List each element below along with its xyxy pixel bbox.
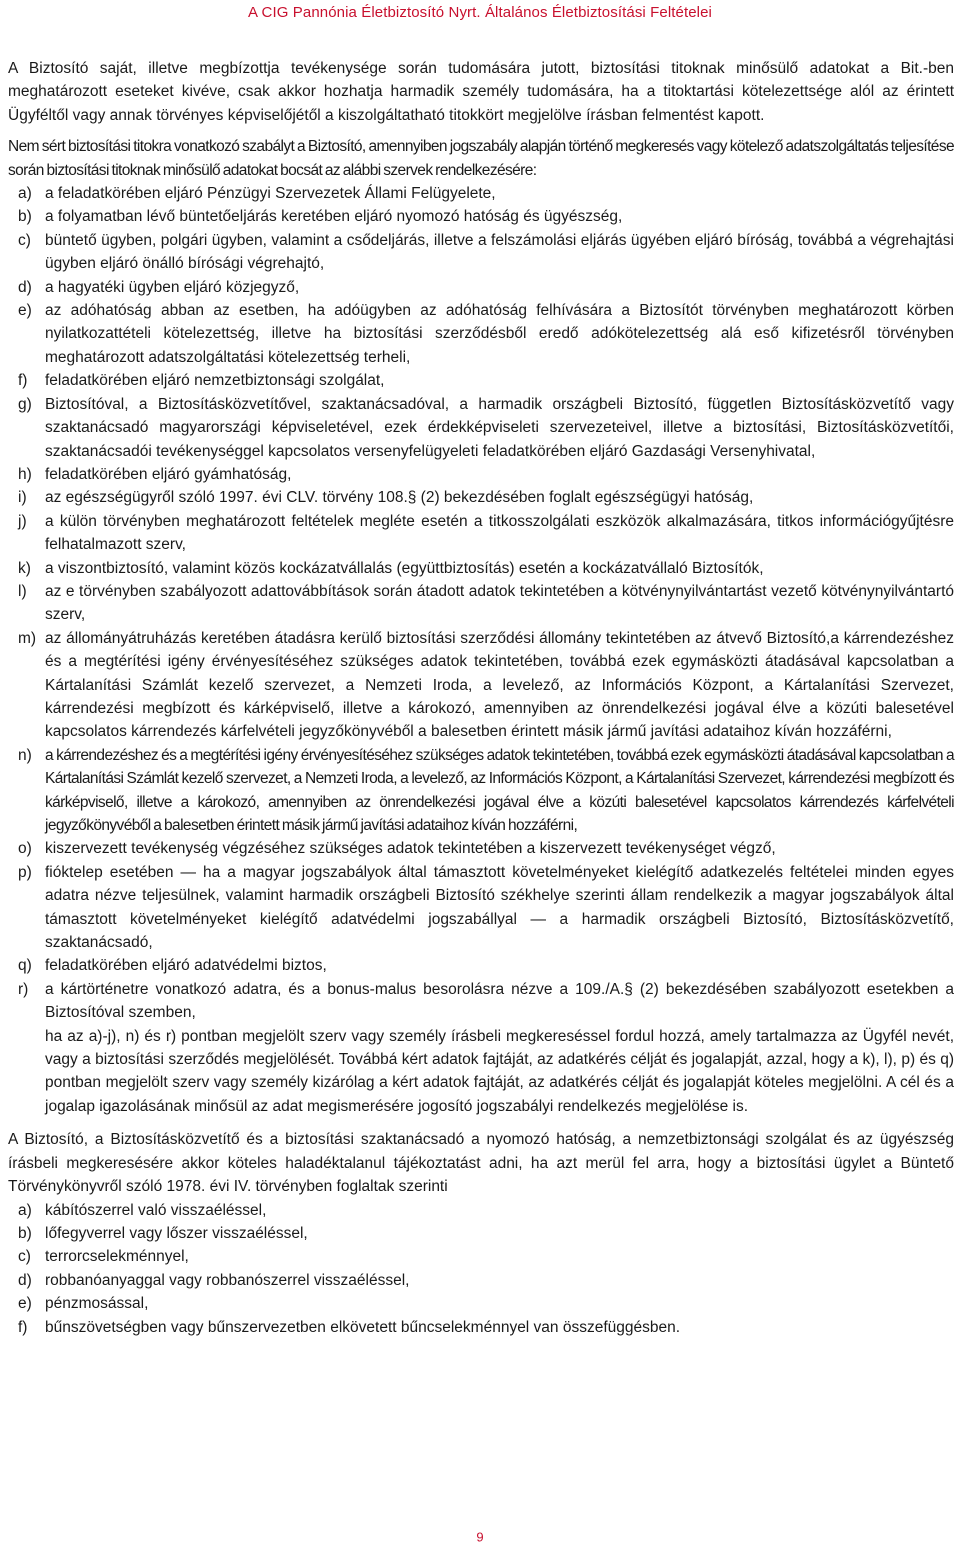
document-body bbox=[8, 57, 954, 1339]
list-item-label: e) bbox=[18, 302, 32, 320]
list-item-label: c) bbox=[18, 1248, 31, 1266]
list-item-text: kiszervezett tevékenység végzéséhez szükséges adatok tekintetében a kiszervezett tevékenységet végző, bbox=[45, 840, 776, 858]
list-item bbox=[8, 1199, 954, 1222]
list-item-text: terrorcselekménnyel, bbox=[45, 1248, 189, 1266]
list-item-label: f) bbox=[18, 1318, 28, 1336]
list-item bbox=[8, 486, 954, 509]
list-item-label: a) bbox=[18, 185, 32, 203]
list-item bbox=[8, 1316, 954, 1339]
list-item-label: e) bbox=[18, 1295, 32, 1313]
list-item-label: q) bbox=[18, 957, 32, 975]
list-item-text: pénzmosással, bbox=[45, 1295, 149, 1313]
paragraph-investigation-notice: A Biztosító, a Biztosításközvetítő és a biztosítási szaktanácsadó a nyomozó hatóság, a nemzetbiztonsági szolgálat és az ügyészség írásbeli megkeresésére akkor köteles haladéktalanul tájékoztatást adni, ha azt merül fel arra, hogy a biztosítási ügylet a Büntető Törvénykönyvről szóló 1978. évi IV. törvényben foglaltak szerinti bbox=[8, 1131, 954, 1196]
paragraph-confidentiality: A Biztosító saját, illetve megbízottja tevékenysége során tudomására jutott, biztosítási titoknak minősülő adatokat a Bit.-ben meghatározott eseteket kivéve, csak akkor hozhatja harmadik személy tudomására, ha a titoktartási kötelezettsége alól az érintett Ügyféltől vagy annak törvényes képviselőjétől a kiszolgáltatható titokkört megjelölve írásban felmentést kapott. bbox=[8, 60, 954, 124]
list-item-label: l) bbox=[18, 582, 27, 600]
list-item bbox=[8, 510, 954, 557]
list-item bbox=[8, 229, 954, 276]
list-item-label: i) bbox=[18, 489, 27, 507]
list-item-label: b) bbox=[18, 1224, 32, 1242]
list-item bbox=[8, 744, 954, 838]
list-item-label: j) bbox=[18, 512, 27, 530]
list-item bbox=[8, 299, 954, 369]
list-item-text: a kártörténetre vonatkozó adatra, és a bonus-malus besorolásra nézve a 109./A.§ (2) bekezdésében szabályozott esetekben a Biztosítóval szemben, bbox=[45, 980, 954, 1022]
list-item-label: b) bbox=[18, 208, 32, 226]
list-item-label: r) bbox=[18, 980, 29, 998]
list-item-text: lőfegyverrel vagy lőszer visszaéléssel, bbox=[45, 1224, 308, 1242]
list-item-label: f) bbox=[18, 372, 28, 390]
list-item-text: feladatkörében eljáró gyámhatóság, bbox=[45, 465, 292, 483]
list-item-text: a külön törvényben meghatározott feltételek megléte esetén a titkosszolgálati eszközök alkalmazására, titkos információgyűjtésre felhatalmazott szerv, bbox=[45, 512, 954, 554]
authorities-list bbox=[8, 182, 954, 1025]
list-item-label: h) bbox=[18, 465, 32, 483]
list-item-text: Biztosítóval, a Biztosításközvetítővel, szaktanácsadóval, a harmadik országbeli Biztosító, független Biztosításközvetítő vagy szaktanácsadó magyarországi képviseletével, ezek érdekképviseleti szervezeteivel, illetve a biztosítási, Biztosításközvetítői, szaktanácsadói tevékenységgel kapcsolatos versenyfelügyeleti feladatkörében eljáró Gazdasági Versenyhivatal, bbox=[45, 395, 954, 460]
list-item-text: a folyamatban lévő büntetőeljárás keretében eljáró nyomozó hatóság és ügyészség, bbox=[45, 208, 623, 226]
list-item-label: c) bbox=[18, 231, 31, 249]
page-number: 9 bbox=[476, 1529, 484, 1545]
list-item bbox=[8, 954, 954, 977]
list-item bbox=[8, 837, 954, 860]
list-item-label: d) bbox=[18, 1271, 32, 1289]
paragraph-request-conditions: ha az a)-j), n) és r) pontban megjelölt szerv vagy személy írásbeli megkereséssel fordul hozzá, amely tartalmazza az Ügyfél nevét, vagy a biztosítási szerződés megjelölését. Továbbá kért adatok fajtáját, az adatkérés célját és jogalapját, azzal, hogy a k), l), p) és q) pontban megjelölt szerv vagy személy kizárólag a kért adatok fajtáját, az adatkérés célját és jogalapját köteles megjelölni. A cél és a jogalap igazolásának minősül az adat megismerésére jogosító jogszabályi rendelkezés megjelölése is. bbox=[45, 1027, 954, 1115]
list-item bbox=[8, 978, 954, 1025]
paragraph-exceptions-intro: Nem sért biztosítási titokra vonatkozó szabályt a Biztosító, amennyiben jogszabály alapján történő megkeresés vagy kötelező adatszolgáltatás teljesítése során biztosítási titoknak minősülő adatokat bocsát az alábbi szervek rendelkezésére: bbox=[8, 138, 954, 179]
list-item-text: az adóhatóság abban az esetben, ha adóügyben az adóhatóság felhívására a Biztosítót törvényben meghatározott körben nyilatkozattételi kötelezettség, illetve ha biztosítási szerződésből eredő adókötelezettség alá eső kifizetésről törvényben meghatározott adatszolgáltatási kötelezettség terheli, bbox=[45, 302, 954, 366]
list-item-label: k) bbox=[18, 559, 31, 577]
list-item-label: m) bbox=[18, 629, 37, 647]
list-item-text: az állományátruházás keretében átadásra kerülő biztosítási szerződési állomány tekintetében az átvevő Biztosító,a kárrendezéshez és a megtérítési igény érvényesítéséhez szükséges adatok tekintetében, továbbá ezek egymásközti átadásával kapcsolatban a Kártalanítási Számlát kezelő szervezet, a Nemzeti Iroda, a levelező, az Információs Központ, a Kártalanítási Szervezet, kárrendezési megbízott és kárképviselő, illetve a károkozó, amennyiben az önrendelkezési jogával élve a közúti balesetével kapcsolatos kárrendezés kárfelvételi jegyzőkönyvéből a balesetben érintett másik jármű javítási adataihoz kíván hozzáférni, bbox=[45, 629, 954, 741]
list-item-text: feladatkörében eljáró nemzetbiztonsági szolgálat, bbox=[45, 372, 385, 390]
list-item-label: p) bbox=[18, 863, 32, 881]
list-item-label: o) bbox=[18, 840, 32, 858]
list-item bbox=[8, 1222, 954, 1245]
list-item bbox=[8, 205, 954, 228]
list-item bbox=[8, 627, 954, 744]
list-item-text: a hagyatéki ügyben eljáró közjegyző, bbox=[45, 278, 300, 296]
list-item bbox=[8, 276, 954, 299]
document-header: A CIG Pannónia Életbiztosító Nyrt. Általános Életbiztosítási Feltételei bbox=[248, 4, 712, 21]
list-item bbox=[8, 393, 954, 463]
crimes-list bbox=[8, 1199, 954, 1339]
list-item-text: a viszontbiztosító, valamint közös kockázatvállalás (együttbiztosítás) esetén a kockázatvállaló Biztosítók, bbox=[45, 559, 764, 577]
list-item-text: az e törvényben szabályozott adattovábbítások során átadott adatok tekintetében a kötvénynyilvántartást vezető kötvénynyilvántartó szerv, bbox=[45, 582, 954, 624]
list-item-text: fióktelep esetében — ha a magyar jogszabályok által támasztott követelményeket kielégítő adatkezelés feltételei minden egyes adatra nézve teljesülnek, valamint harmadik országbeli Biztosító székhelye szerinti állam rendelkezik a magyar jogszabályok által támasztott követelményeket kielégítő adatvédelmi jogszabállyal — a harmadik országbeli Biztosító, Biztosításközvetítő, szaktanácsadó, bbox=[45, 863, 954, 952]
list-item bbox=[8, 1245, 954, 1268]
list-item bbox=[8, 1269, 954, 1292]
list-item bbox=[8, 557, 954, 580]
list-item-text: büntető ügyben, polgári ügyben, valamint a csődeljárás, illetve a felszámolási eljárás ügyében eljáró bíróság, továbbá a végrehajtási ügyben eljáró önálló bírósági végrehajtó, bbox=[45, 231, 954, 273]
list-item bbox=[8, 369, 954, 392]
list-item-label: g) bbox=[18, 395, 32, 413]
list-item bbox=[8, 463, 954, 486]
list-item-text: robbanóanyaggal vagy robbanószerrel visszaéléssel, bbox=[45, 1271, 410, 1289]
list-item bbox=[8, 580, 954, 627]
list-item-text: a kárrendezéshez és a megtérítési igény érvényesítéséhez szükséges adatok tekintetében, továbbá ezek egymásközti átadásával kapcsolatban a Kártalanítási Számlát kezelő szervezet, a Nemzeti Iroda, a levelező, az Információs Központ, a Kártalanítási Szervezet, kárrendezési megbízott és kárképviselő, illetve a károkozó, amennyiben az önrendelkezési jogával élve a közúti balesetével kapcsolatos kárrendezés kárfelvételi jegyzőkönyvéből a balesetben érintett másik jármű javítási adataihoz kíván hozzáférni, bbox=[45, 746, 954, 834]
list-item bbox=[8, 861, 954, 955]
list-item-label: a) bbox=[18, 1201, 32, 1219]
list-item-label: d) bbox=[18, 278, 32, 296]
list-item-text: kábítószerrel való visszaéléssel, bbox=[45, 1201, 267, 1219]
list-item-text: a feladatkörében eljáró Pénzügyi Szervezetek Állami Felügyelete, bbox=[45, 185, 496, 203]
list-item-text: az egészségügyről szóló 1997. évi CLV. törvény 108.§ (2) bekezdésében foglalt egészségügyi hatóság, bbox=[45, 489, 754, 507]
list-item bbox=[8, 1292, 954, 1315]
list-item-text: bűnszövetségben vagy bűnszervezetben elkövetett bűncselekménnyel van összefüggésben. bbox=[45, 1318, 681, 1336]
list-item bbox=[8, 182, 954, 205]
list-item-text: feladatkörében eljáró adatvédelmi biztos, bbox=[45, 957, 327, 975]
list-item-label: n) bbox=[18, 746, 32, 764]
